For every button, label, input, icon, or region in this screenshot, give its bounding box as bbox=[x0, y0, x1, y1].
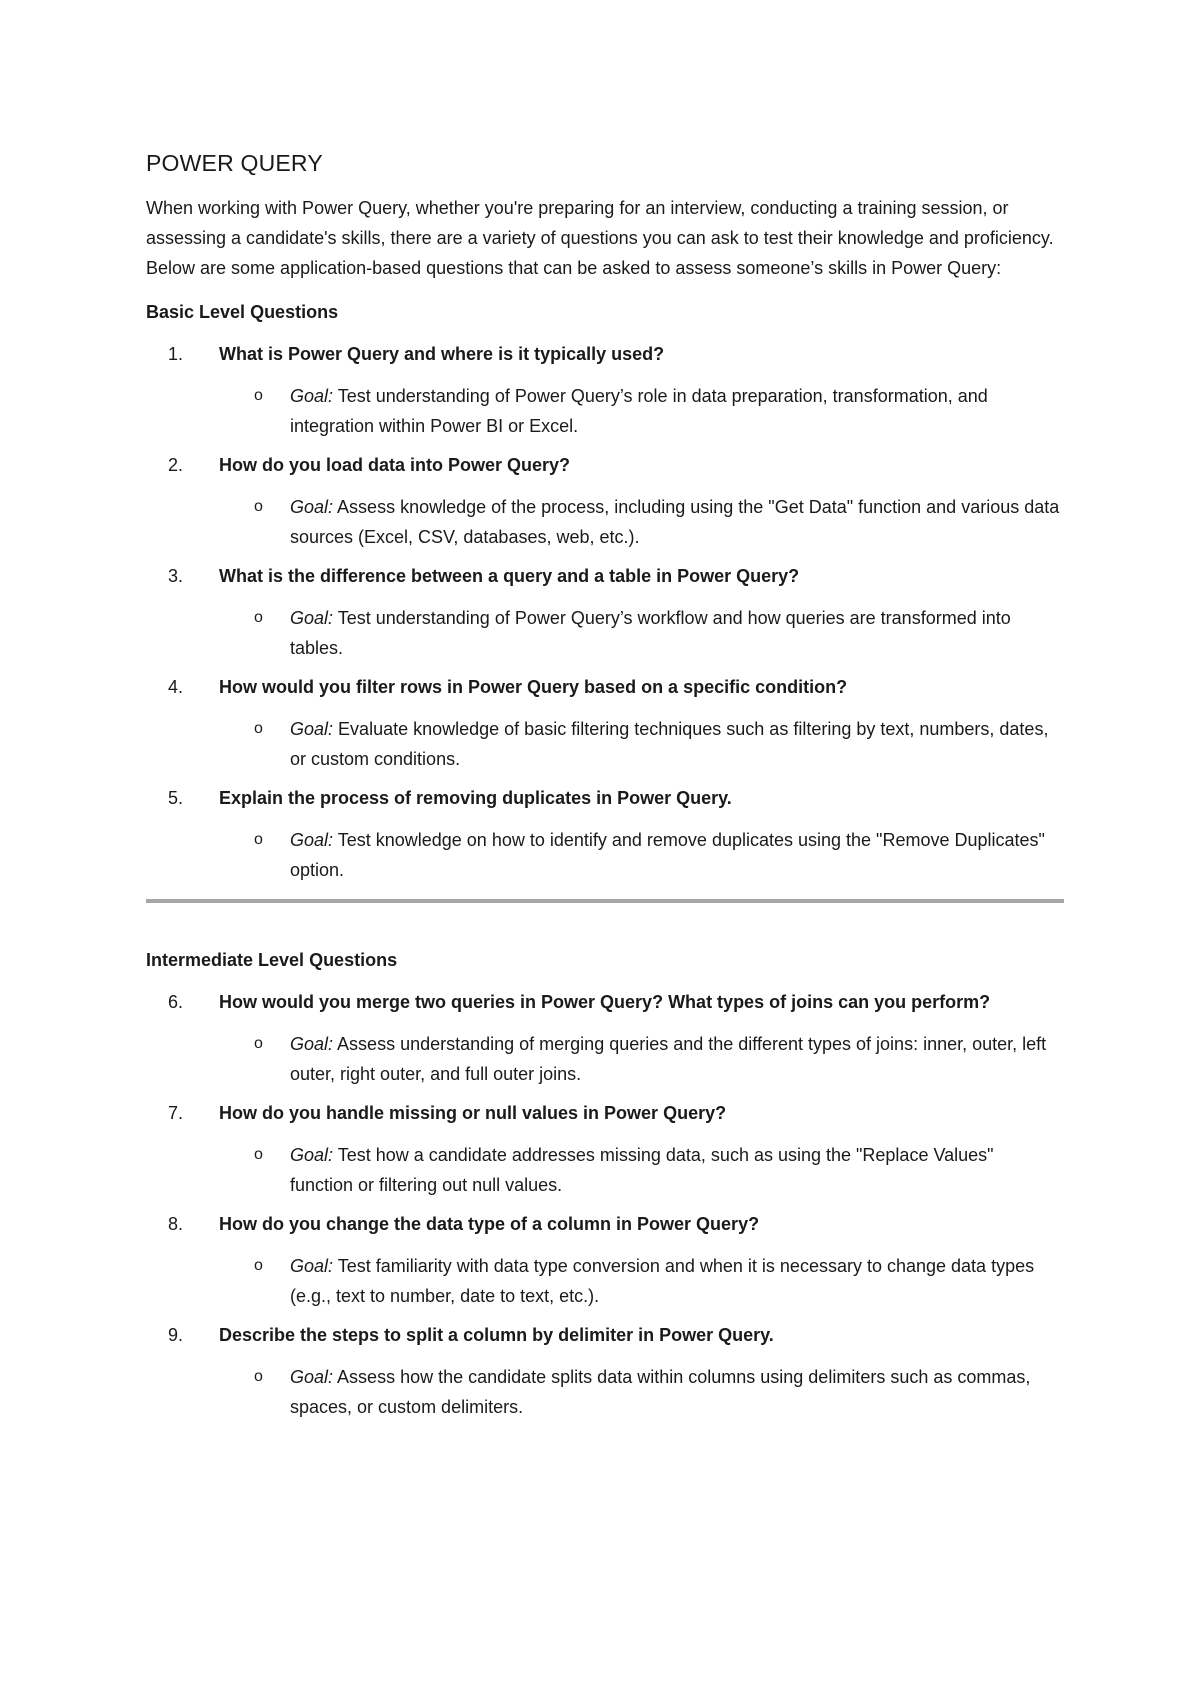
goal-label: Goal: bbox=[290, 719, 334, 739]
question-number: 6. bbox=[167, 992, 183, 1012]
question-number: 4. bbox=[167, 677, 183, 697]
question-text: How do you load data into Power Query? bbox=[219, 455, 571, 475]
goal-text bbox=[290, 381, 1060, 441]
question-row bbox=[146, 1209, 1066, 1239]
question-number: 7. bbox=[167, 1103, 183, 1123]
bullet-icon: o bbox=[254, 1257, 263, 1274]
question-number: 9. bbox=[167, 1325, 183, 1345]
question-number: 2. bbox=[167, 455, 183, 475]
bullet-icon: o bbox=[254, 1368, 263, 1385]
question-text: How do you handle missing or null values in Power Query? bbox=[219, 1103, 727, 1123]
question-row bbox=[146, 987, 1066, 1017]
question-item bbox=[146, 672, 1066, 774]
question-item bbox=[146, 1209, 1066, 1311]
goal-label: Goal: bbox=[290, 1034, 334, 1054]
question-item bbox=[146, 561, 1066, 663]
goal-description: Test understanding of Power Query’s role in data preparation, transformation, and integration within Power BI or Excel. bbox=[290, 386, 988, 436]
section-heading: Intermediate Level Questions bbox=[146, 950, 398, 970]
question-row bbox=[146, 783, 1066, 813]
goal-label: Goal: bbox=[290, 1145, 334, 1165]
question-text: What is Power Query and where is it typically used? bbox=[219, 344, 665, 364]
section-heading: Basic Level Questions bbox=[146, 302, 339, 322]
document-content bbox=[146, 150, 1066, 1431]
bullet-icon: o bbox=[254, 831, 263, 848]
goal-description: Assess understanding of merging queries and the different types of joins: inner, outer, left outer, right outer, and full outer joins. bbox=[290, 1034, 1047, 1084]
question-number: 3. bbox=[167, 566, 183, 586]
goal-text bbox=[290, 492, 1060, 552]
question-text: Describe the steps to split a column by delimiter in Power Query. bbox=[219, 1325, 774, 1345]
question-row bbox=[146, 1098, 1066, 1128]
question-list bbox=[146, 987, 1066, 1422]
goal-description: Assess how the candidate splits data within columns using delimiters such as commas, spaces, or custom delimiters. bbox=[290, 1367, 1031, 1417]
goal-row bbox=[146, 1140, 1066, 1200]
question-text: How would you filter rows in Power Query based on a specific condition? bbox=[219, 677, 848, 697]
question-row bbox=[146, 1320, 1066, 1350]
bullet-icon: o bbox=[254, 609, 263, 626]
question-item bbox=[146, 1320, 1066, 1422]
question-number: 5. bbox=[167, 788, 183, 808]
goal-row bbox=[146, 603, 1066, 663]
goal-row bbox=[146, 492, 1066, 552]
goal-description: Evaluate knowledge of basic filtering techniques such as filtering by text, numbers, dates, or custom conditions. bbox=[290, 719, 1049, 769]
question-row bbox=[146, 561, 1066, 591]
goal-label: Goal: bbox=[290, 608, 334, 628]
question-section bbox=[146, 297, 1066, 885]
goal-label: Goal: bbox=[290, 1367, 334, 1387]
question-row bbox=[146, 450, 1066, 480]
question-row bbox=[146, 672, 1066, 702]
goal-text bbox=[290, 825, 1060, 885]
goal-label: Goal: bbox=[290, 830, 334, 850]
question-sections bbox=[146, 297, 1066, 1422]
question-item bbox=[146, 783, 1066, 885]
question-row bbox=[146, 339, 1066, 369]
goal-text bbox=[290, 1029, 1060, 1089]
goal-row bbox=[146, 714, 1066, 774]
goal-label: Goal: bbox=[290, 386, 334, 406]
goal-row bbox=[146, 825, 1066, 885]
goal-row bbox=[146, 1251, 1066, 1311]
question-number: 8. bbox=[167, 1214, 183, 1234]
goal-row bbox=[146, 1362, 1066, 1422]
horizontal-divider bbox=[146, 899, 1064, 903]
question-text: How do you change the data type of a column in Power Query? bbox=[219, 1214, 760, 1234]
goal-text bbox=[290, 1362, 1060, 1422]
goal-label: Goal: bbox=[290, 1256, 334, 1276]
goal-text bbox=[290, 603, 1060, 663]
question-text: How would you merge two queries in Power Query? What types of joins can you perform? bbox=[219, 992, 991, 1012]
question-text: Explain the process of removing duplicates in Power Query. bbox=[219, 788, 732, 808]
question-text: What is the difference between a query and a table in Power Query? bbox=[219, 566, 800, 586]
goal-description: Test understanding of Power Query’s workflow and how queries are transformed into tables. bbox=[290, 608, 1011, 658]
bullet-icon: o bbox=[254, 498, 263, 515]
goal-row bbox=[146, 1029, 1066, 1089]
goal-row bbox=[146, 381, 1066, 441]
question-item bbox=[146, 1098, 1066, 1200]
goal-text bbox=[290, 1140, 1060, 1200]
document-title: POWER QUERY bbox=[146, 150, 323, 176]
bullet-icon: o bbox=[254, 1035, 263, 1052]
bullet-icon: o bbox=[254, 1146, 263, 1163]
question-item bbox=[146, 450, 1066, 552]
intro-paragraph: When working with Power Query, whether you're preparing for an interview, conducting a training session, or assessing a candidate's skills, there are a variety of questions you can ask to test their knowledge and proficiency. Below are some application-based questions that can be asked to assess someone’s skills in Power Query: bbox=[146, 198, 1054, 278]
bullet-icon: o bbox=[254, 387, 263, 404]
goal-description: Test how a candidate addresses missing data, such as using the "Replace Values" function or filtering out null values. bbox=[290, 1145, 994, 1195]
goal-description: Test familiarity with data type conversion and when it is necessary to change data types (e.g., text to number, date to text, etc.). bbox=[290, 1256, 1035, 1306]
question-section bbox=[146, 945, 1066, 1422]
goal-text bbox=[290, 1251, 1060, 1311]
question-number: 1. bbox=[167, 344, 183, 364]
goal-label: Goal: bbox=[290, 497, 334, 517]
goal-text bbox=[290, 714, 1060, 774]
bullet-icon: o bbox=[254, 720, 263, 737]
goal-description: Assess knowledge of the process, including using the "Get Data" function and various data sources (Excel, CSV, databases, web, etc.). bbox=[290, 497, 1060, 547]
goal-description: Test knowledge on how to identify and remove duplicates using the "Remove Duplicates" option. bbox=[290, 830, 1045, 880]
question-item bbox=[146, 987, 1066, 1089]
question-item bbox=[146, 339, 1066, 441]
question-list bbox=[146, 339, 1066, 885]
